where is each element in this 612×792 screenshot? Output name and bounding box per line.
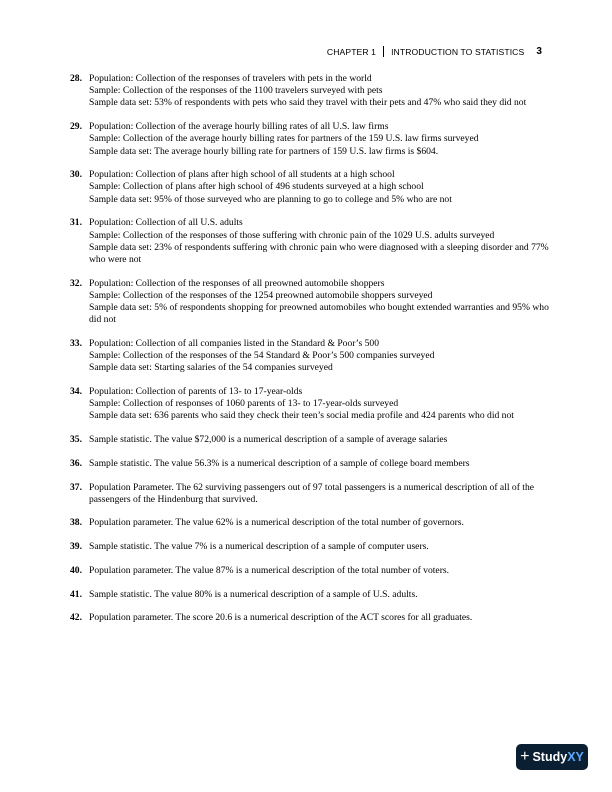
plus-icon: + bbox=[520, 748, 530, 765]
item-line: Sample data set: 23% of respondents suffering with chronic pain who were diagnosed with a sleeping disorder and 77% who were not bbox=[89, 241, 549, 265]
chapter-title: INTRODUCTION TO STATISTICS bbox=[391, 46, 525, 57]
item-line: Sample: Collection of the average hourly billing rates for partners of the 159 U.S. law firms surveyed bbox=[89, 133, 479, 145]
item-line: Population parameter. The value 62% is a numerical description of the total number of governors. bbox=[89, 517, 464, 529]
item-line: Population parameter. The score 20.6 is a numerical description of the ACT scores for all graduates. bbox=[89, 612, 473, 624]
logo-text-xy: XY bbox=[567, 750, 584, 764]
item-line: Population: Collection of plans after high school of all students at a high school bbox=[89, 169, 395, 181]
header-divider bbox=[383, 46, 384, 57]
answer-item bbox=[70, 169, 550, 206]
item-line: Sample data set: Starting salaries of the 54 companies surveyed bbox=[89, 362, 333, 374]
item-line: Sample: Collection of responses of 1060 parents of 13- to 17-year-olds surveyed bbox=[89, 398, 399, 410]
item-line: Population: Collection of parents of 13- to 17-year-olds bbox=[89, 386, 303, 398]
item-number: 35. bbox=[70, 434, 82, 446]
item-line: Sample data set: The average hourly billing rate for partners of 159 U.S. law firms is $604. bbox=[89, 145, 439, 157]
item-line: Population: Collection of the responses of travelers with pets in the world bbox=[89, 73, 372, 84]
item-number: 28. bbox=[70, 73, 82, 84]
item-line: Population parameter. The value 87% is a numerical description of the total number of voters. bbox=[89, 564, 450, 576]
studyxy-logo bbox=[516, 744, 588, 770]
item-number: 32. bbox=[70, 277, 82, 289]
chapter-label: CHAPTER 1 bbox=[326, 46, 377, 57]
item-line: Population: Collection of the average hourly billing rates of all U.S. law firms bbox=[89, 121, 389, 133]
answer-item bbox=[70, 541, 550, 553]
item-number: 34. bbox=[70, 386, 82, 398]
item-line: Sample data set: 95% of those surveyed who are planning to go to college and 5% who are not bbox=[89, 193, 452, 205]
answer-item bbox=[70, 121, 550, 158]
answer-item bbox=[70, 278, 550, 327]
item-line: Sample statistic. The value 7% is a numerical description of a sample of computer users. bbox=[89, 541, 429, 553]
answer-list bbox=[70, 73, 550, 636]
item-number: 37. bbox=[70, 481, 82, 493]
item-line: Population: Collection of all companies listed in the Standard & Poor’s 500 bbox=[89, 337, 379, 349]
item-number: 42. bbox=[70, 612, 82, 624]
item-line: Population Parameter. The 62 surviving passengers out of 97 total passengers is a numerical description of all of the passengers of the Hindenburg that survived. bbox=[89, 481, 535, 505]
item-number: 29. bbox=[70, 121, 82, 133]
answer-item bbox=[70, 565, 550, 577]
answer-item bbox=[70, 482, 550, 506]
answer-item bbox=[70, 517, 550, 529]
item-number: 39. bbox=[70, 541, 82, 553]
item-line: Sample statistic. The value $72,000 is a numerical description of a sample of average salaries bbox=[89, 434, 448, 446]
answer-item bbox=[70, 386, 550, 423]
item-number: 30. bbox=[70, 169, 82, 181]
answer-item bbox=[70, 589, 550, 601]
logo-text-study: Study bbox=[532, 750, 568, 764]
item-number: 31. bbox=[70, 217, 82, 229]
item-line: Sample: Collection of the responses of those suffering with chronic pain of the 1029 U.S. adults surveyed bbox=[89, 229, 495, 241]
item-line: Sample: Collection of the responses of the 1100 travelers surveyed with pets bbox=[89, 85, 383, 97]
item-line: Sample statistic. The value 80% is a numerical description of a sample of U.S. adults. bbox=[89, 588, 418, 600]
item-line: Population: Collection of all U.S. adults bbox=[89, 217, 243, 229]
item-line: Sample data set: 53% of respondents with pets who said they travel with their pets and 47% who said they did not bbox=[89, 97, 527, 109]
answer-item bbox=[70, 612, 550, 624]
answer-item bbox=[70, 73, 550, 110]
answer-item bbox=[70, 338, 550, 375]
item-line: Sample data set: 636 parents who said they check their teen’s social media profile and 424 parents who did not bbox=[89, 410, 514, 422]
item-number: 41. bbox=[70, 588, 82, 600]
item-number: 33. bbox=[70, 337, 82, 349]
item-line: Sample: Collection of plans after high school of 496 students surveyed at a high school bbox=[89, 181, 424, 193]
item-line: Sample: Collection of the responses of the 54 Standard & Poor’s 500 companies surveyed bbox=[89, 350, 435, 362]
page-header bbox=[327, 46, 542, 57]
item-line: Sample data set: 5% of respondents shopping for preowned automobiles who bought extended warranties and 95% who did not bbox=[89, 302, 549, 326]
item-number: 40. bbox=[70, 564, 82, 576]
page-number: 3 bbox=[536, 46, 542, 57]
answer-item bbox=[70, 458, 550, 470]
item-line: Population: Collection of the responses of all preowned automobile shoppers bbox=[89, 277, 385, 289]
answer-item bbox=[70, 434, 550, 446]
item-number: 36. bbox=[70, 457, 82, 469]
item-number: 38. bbox=[70, 517, 82, 529]
item-line: Sample: Collection of the responses of the 1254 preowned automobile shoppers surveyed bbox=[89, 289, 433, 301]
item-line: Sample statistic. The value 56.3% is a numerical description of a sample of college board members bbox=[89, 457, 470, 469]
answer-item bbox=[70, 217, 550, 266]
